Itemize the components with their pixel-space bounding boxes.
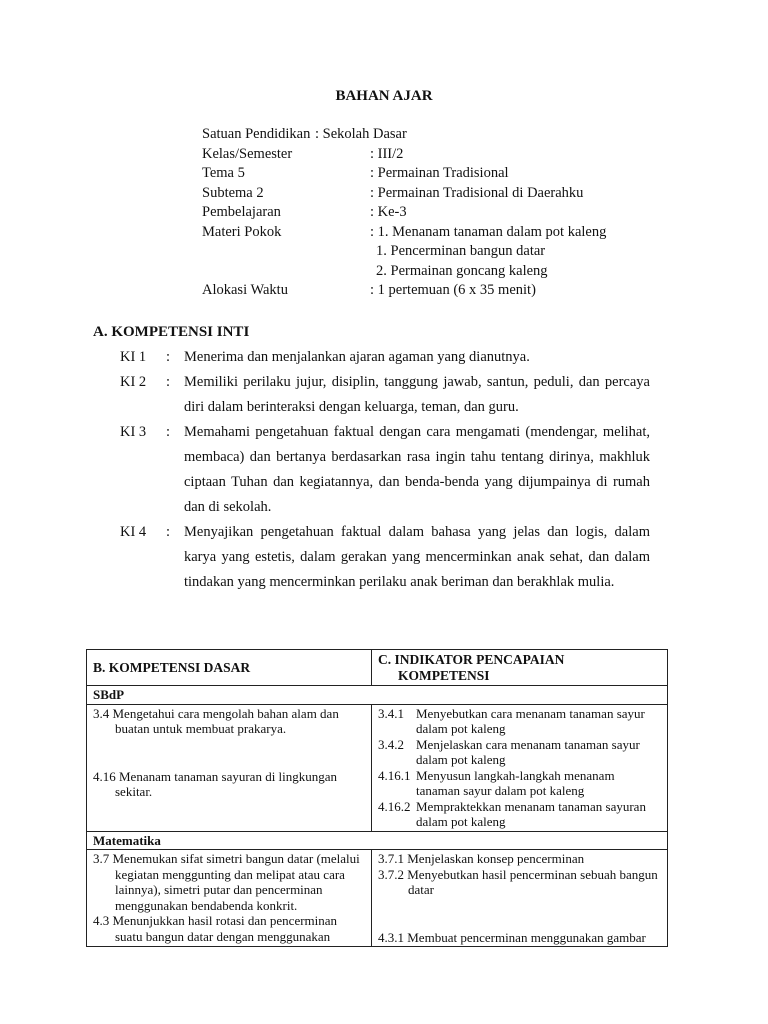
ki-list xyxy=(120,345,650,595)
indicator-item: 3.7.1 Menjelaskan konsep pencerminan xyxy=(378,851,585,866)
ki-text: Menerima dan menjalankan ajaran agaman yang dianutnya. xyxy=(184,349,530,365)
info-value: 2. Permainan goncang kaleng xyxy=(376,262,548,279)
ki-code: KI 3 xyxy=(120,424,147,440)
subject-matematika: Matematika xyxy=(87,831,668,850)
ki-colon: : xyxy=(166,349,171,365)
info-label: Tema 5 xyxy=(202,165,245,181)
info-value: 1. Pencerminan bangun datar xyxy=(376,243,546,259)
info-label: Subtema 2 xyxy=(202,184,264,201)
spacer xyxy=(378,898,661,914)
table-row xyxy=(87,850,668,947)
info-value: : 1. Menanam tanaman dalam pot kaleng xyxy=(370,223,607,240)
kd-cell xyxy=(87,704,372,831)
info-value: : III/2 xyxy=(370,145,404,162)
indicator-item: 3.7.2 Menyebutkan hasil pencerminan sebuah bangun datar xyxy=(378,866,658,897)
header-indikator xyxy=(372,650,668,686)
indicator-number: 4.16.2 xyxy=(378,798,411,814)
info-value: : Permainan Tradisional di Daerahku xyxy=(370,184,584,201)
spacer xyxy=(93,737,365,753)
indicator-number: 4.16.1 xyxy=(378,767,411,783)
info-value: : Ke-3 xyxy=(370,204,407,220)
indicator-item xyxy=(378,799,661,830)
indicator-text: Mempraktekkan menanam tanaman sayuran dalam pot kaleng xyxy=(416,798,646,829)
table-subject-row xyxy=(87,686,668,705)
info-label: Kelas/Semester xyxy=(202,145,293,162)
info-label: Pembelajaran xyxy=(202,204,281,220)
table-header-row xyxy=(87,650,668,686)
ki-item xyxy=(120,370,650,420)
section-heading-kompetensi-inti: A. KOMPETENSI INTI xyxy=(93,324,250,340)
indicator-text: Menjelaskan cara menanam tanaman sayur dalam pot kaleng xyxy=(416,736,640,767)
indicator-item xyxy=(378,768,661,799)
info-value: : Sekolah Dasar xyxy=(315,126,407,142)
header-indikator-line-2: KOMPETENSI xyxy=(398,667,490,683)
ki-text: Menyajikan pengetahuan faktual dalam bahasa yang jelas dan logis, dalam karya yang estetis, dalam gerakan yang mencerminkan anak sehat, dan dalam tindakan yang mencerminkan perilaku anak beriman dan berakhlak mulia. xyxy=(184,524,650,590)
indicator-item xyxy=(378,706,661,737)
indicator-number: 3.4.1 xyxy=(378,705,404,721)
ki-colon: : xyxy=(166,374,171,390)
subject-sbdp: SBdP xyxy=(87,686,668,705)
ki-code: KI 4 xyxy=(120,524,147,540)
indicator-item: 4.3.1 Membuat pencerminan menggunakan gambar xyxy=(378,929,646,945)
kd-item: 4.3 Menunjukkan hasil rotasi dan pencerminan suatu bangun datar dengan menggunakan xyxy=(93,913,338,944)
indicator-cell xyxy=(372,850,668,947)
ki-item xyxy=(120,520,650,595)
info-label: Materi Pokok xyxy=(202,223,282,240)
indicator-text: Menyusun langkah-langkah menanam tanaman sayur dalam pot kaleng xyxy=(416,767,615,798)
header-kompetensi-dasar: B. KOMPETENSI DASAR xyxy=(87,650,372,686)
info-label: Alokasi Waktu xyxy=(202,282,288,298)
kd-item: 4.16 Menanam tanaman sayuran di lingkungan sekitar. xyxy=(93,768,338,799)
kd-cell xyxy=(87,850,372,947)
ki-code: KI 2 xyxy=(120,374,147,390)
ki-item xyxy=(120,345,650,370)
info-value: : Permainan Tradisional xyxy=(370,165,509,181)
kd-item: 3.7 Menemukan sifat simetri bangun datar (melalui kegiatan menggunting dan melipat atau cara lainnya), simetri putar dan pencerminan menggunakan bendabenda konkrit. xyxy=(93,851,360,913)
document-title: BAHAN AJAR xyxy=(335,88,433,104)
table-row xyxy=(87,704,668,831)
ki-colon: : xyxy=(166,524,171,540)
info-label: Satuan Pendidikan xyxy=(202,126,311,142)
indicator-text: Menyebutkan cara menanam tanaman sayur dalam pot kaleng xyxy=(416,705,645,736)
ki-colon: : xyxy=(166,424,171,440)
info-value: : 1 pertemuan (6 x 35 menit) xyxy=(370,282,536,298)
indicator-number: 3.4.2 xyxy=(378,736,404,752)
indicator-item xyxy=(378,737,661,768)
ki-text: Memiliki perilaku jujur, disiplin, tanggung jawab, santun, peduli, dan percaya diri dalam berinteraksi dengan keluarga, teman, dan guru. xyxy=(184,374,650,415)
table-subject-row xyxy=(87,831,668,850)
competency-table xyxy=(86,649,668,947)
spacer xyxy=(378,914,661,930)
header-indikator-line-1: C. INDIKATOR PENCAPAIAN xyxy=(378,652,565,667)
kd-item: 3.4 Mengetahui cara mengolah bahan alam dan buatan untuk membuat prakarya. xyxy=(93,705,339,736)
indicator-cell xyxy=(372,704,668,831)
ki-code: KI 1 xyxy=(120,349,147,365)
ki-text: Memahami pengetahuan faktual dengan cara mengamati (mendengar, melihat, membaca) dan bertanya berdasarkan rasa ingin tahu tentang dirinya, makhluk ciptaan Tuhan dan kegiatannya, dan benda-benda yang dijumpainya di rumah dan di sekolah. xyxy=(184,424,650,515)
spacer xyxy=(93,753,365,769)
ki-item xyxy=(120,420,650,520)
